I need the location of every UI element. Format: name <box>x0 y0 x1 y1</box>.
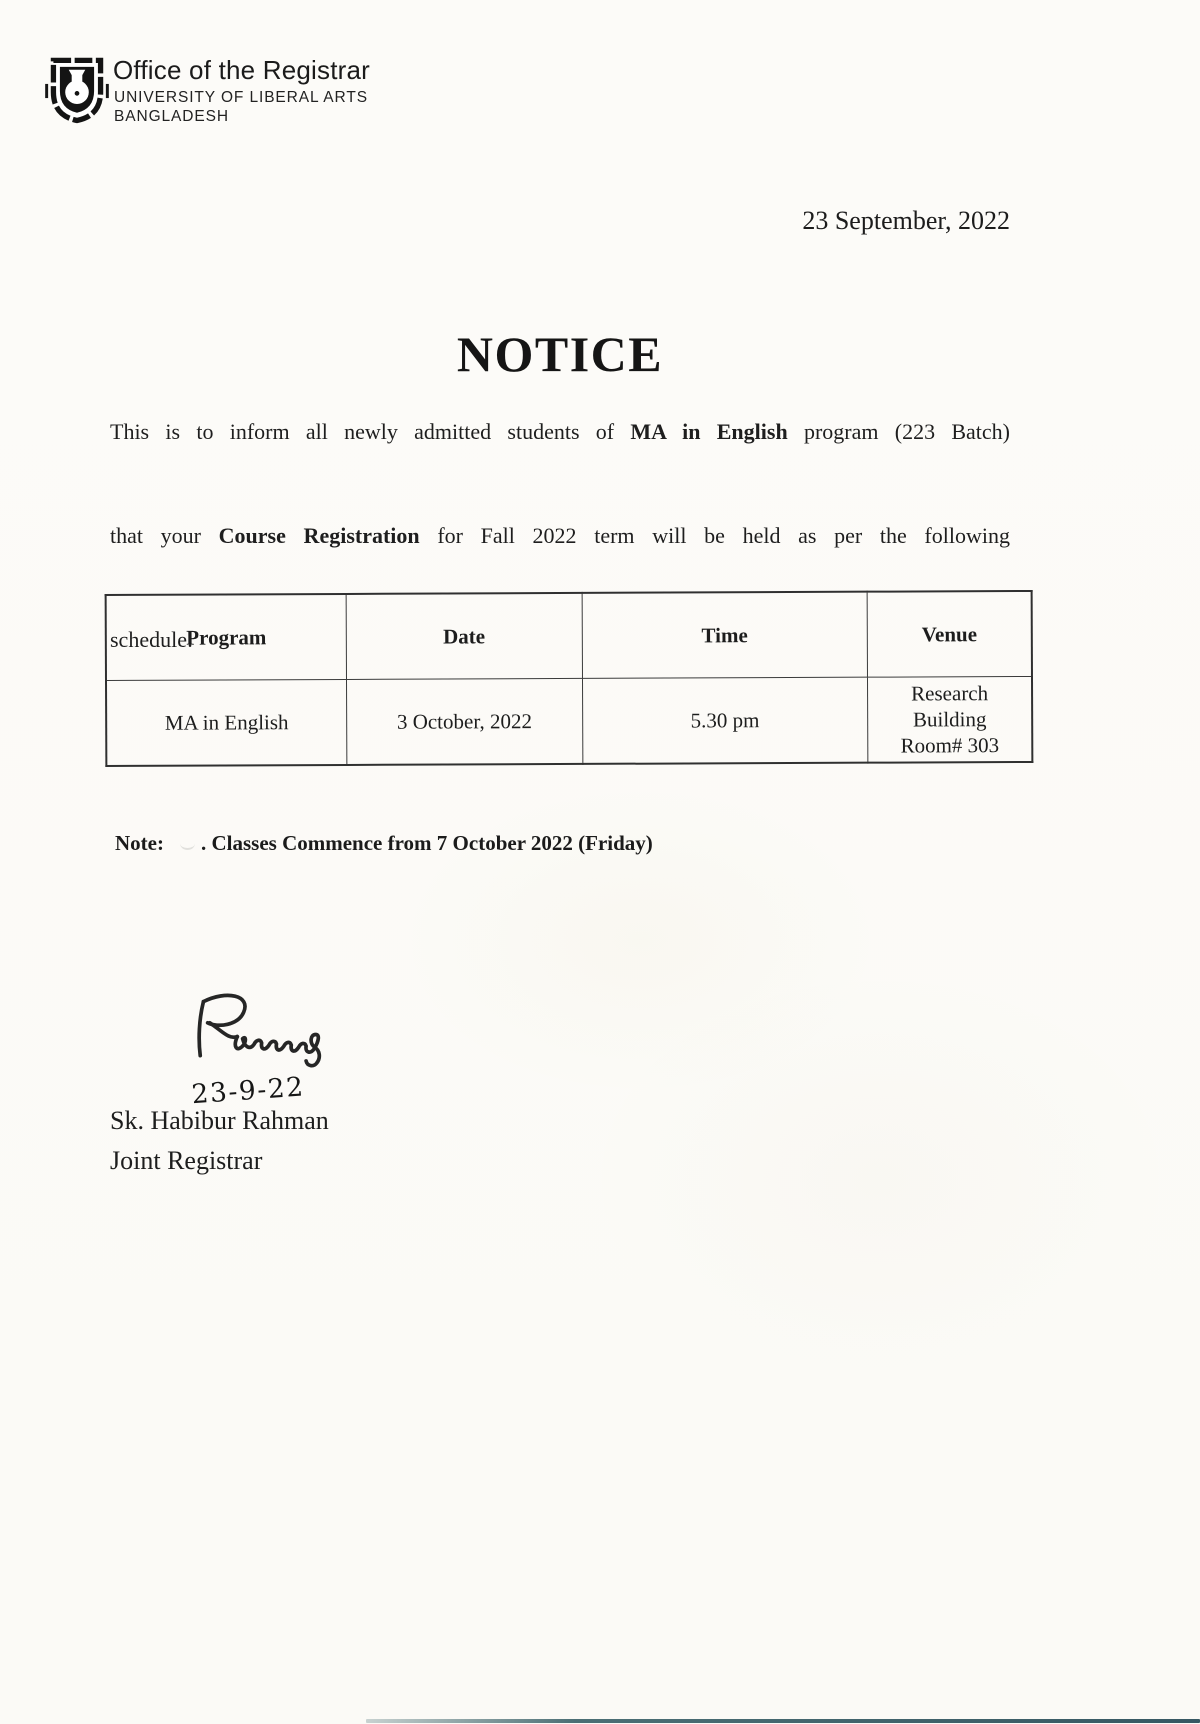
letterhead-university-line2: BANGLADESH <box>114 108 229 125</box>
body-line-3: schedule: <box>110 627 194 652</box>
handwritten-signature <box>178 993 358 1113</box>
cell-date: 3 October, 2022 <box>347 678 583 765</box>
note-label: Note: <box>115 831 164 855</box>
table-header-time: Time <box>582 592 868 679</box>
body-line-2-bold: Course Registration <box>218 523 420 548</box>
body-line-1-pre: This is to inform all newly admitted students of <box>110 419 631 444</box>
table-row <box>106 676 1032 766</box>
schedule-table-wrap <box>105 590 1034 767</box>
table-header-venue: Venue <box>867 591 1032 677</box>
body-line-1-bold: MA in English <box>630 419 788 444</box>
cell-venue: Research Building Room# 303 <box>868 676 1033 762</box>
scan-edge-artifact <box>366 1719 1200 1723</box>
note-text: . Classes Commence from 7 October 2022 (Friday) <box>200 831 653 855</box>
table-header-program: Program <box>106 594 347 681</box>
table-header-date: Date <box>346 593 582 680</box>
schedule-table <box>105 590 1034 767</box>
cell-time: 5.30 pm <box>582 677 868 764</box>
body-line-1-post: program (223 Batch) <box>787 419 1011 444</box>
cell-program: MA in English <box>106 679 347 766</box>
signatory-name: Sk. Habibur Rahman <box>110 1106 329 1135</box>
body-line-1 <box>110 406 1010 510</box>
letterhead-office-name: Office of the Registrar <box>113 55 371 85</box>
ulab-crest-logo-icon <box>44 55 110 127</box>
table-header-row <box>106 591 1032 681</box>
signatory-title: Joint Registrar <box>110 1146 263 1175</box>
letterhead-university-line1: UNIVERSITY OF LIBERAL ARTS <box>114 89 368 106</box>
faint-scan-mark <box>180 837 195 850</box>
page-title: NOTICE <box>456 326 664 382</box>
document-date: 23 September, 2022 <box>802 206 1010 235</box>
note-line <box>115 831 653 856</box>
body-line-2-post: for Fall 2022 term will be held as per the following <box>419 523 1010 548</box>
handwritten-date: 23-9-22 <box>190 1071 306 1111</box>
body-line-2-pre: that your <box>110 523 219 548</box>
signature-script-strokes <box>199 995 319 1065</box>
